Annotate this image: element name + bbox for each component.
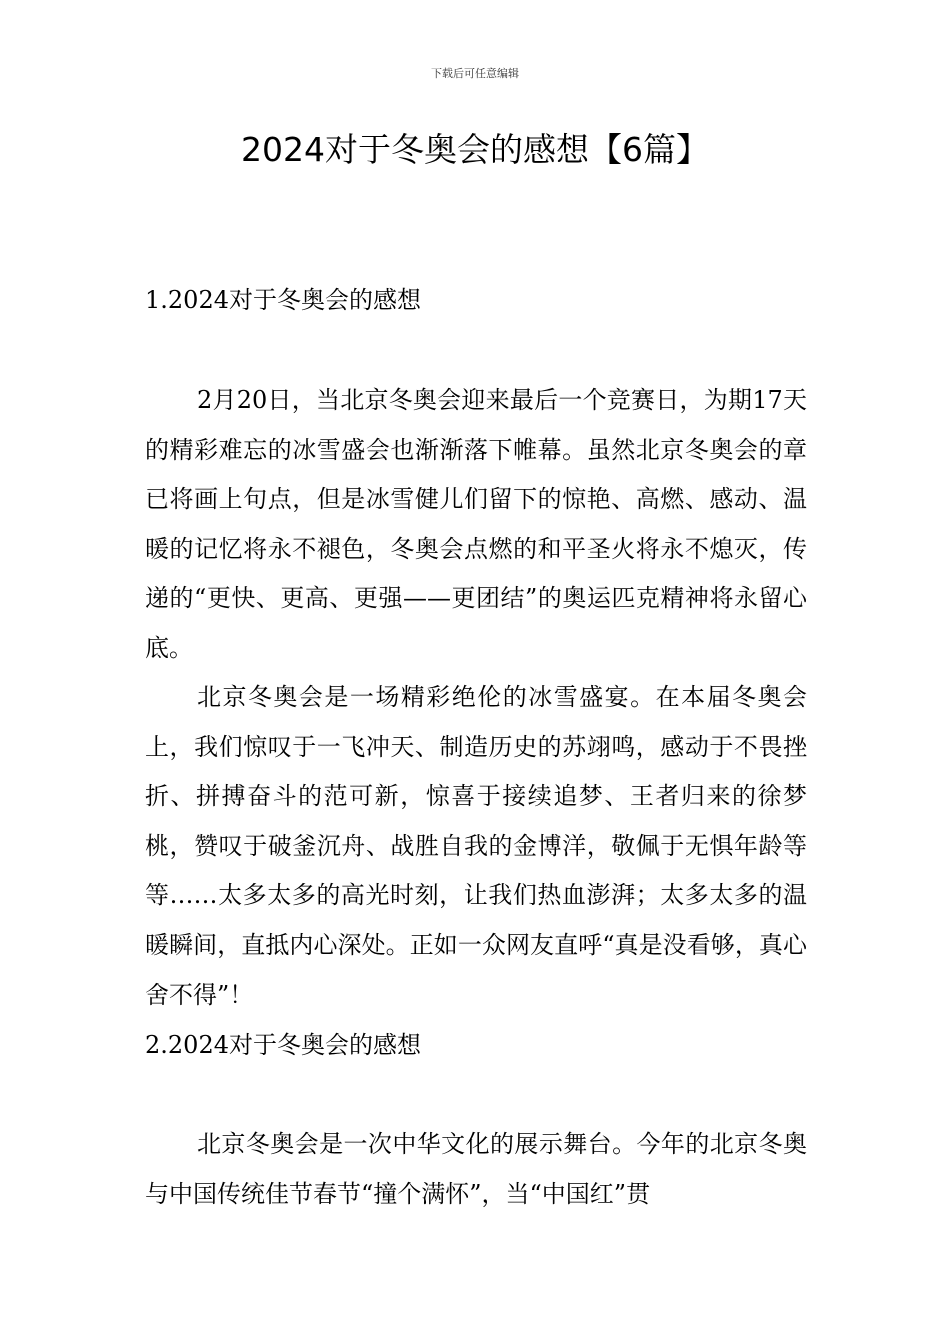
section-1-paragraph-1: 2月20日，当北京冬奥会迎来最后一个竞赛日，为期17天的精彩难忘的冰雪盛会也渐渐落下帷幕。虽然北京冬奥会的章已将画上句点，但是冰雪健儿们留下的惊艳、高燃、感动、温暖的记忆将永不褪色，冬奥会点燃的和平圣火将永不熄灭，传递的“更快、更高、更强——更团结”的奥运匹克精神将永留心底。 [145, 386, 807, 662]
section-1-paragraph-2: 北京冬奥会是一场精彩绝伦的冰雪盛宴。在本届冬奥会上，我们惊叹于一飞冲天、制造历史的苏翊鸣，感动于不畏挫折、拼搏奋斗的范可新，惊喜于接续追梦、王者归来的徐梦桃，赞叹于破釜沉舟、战胜自我的金博洋，敬佩于无惧年龄等等……太多太多的高光时刻，让我们热血澎湃；太多太多的温暖瞬间，直抵内心深处。正如一众网友直呼“真是没看够，真心舍不得”！ [145, 683, 807, 1009]
section-2-heading: 2.2024对于冬奥会的感想 [145, 1031, 421, 1059]
section-2-paragraph-1: 北京冬奥会是一次中华文化的展示舞台。今年的北京冬奥与中国传统佳节春节“撞个满怀”，当“中国红”贯 [145, 1130, 807, 1208]
section-1-heading: 1.2024对于冬奥会的感想 [145, 286, 421, 314]
download-note: 下载后可任意编辑 [431, 67, 519, 80]
document-title: 2024对于冬奥会的感想【6篇】 [241, 130, 709, 169]
